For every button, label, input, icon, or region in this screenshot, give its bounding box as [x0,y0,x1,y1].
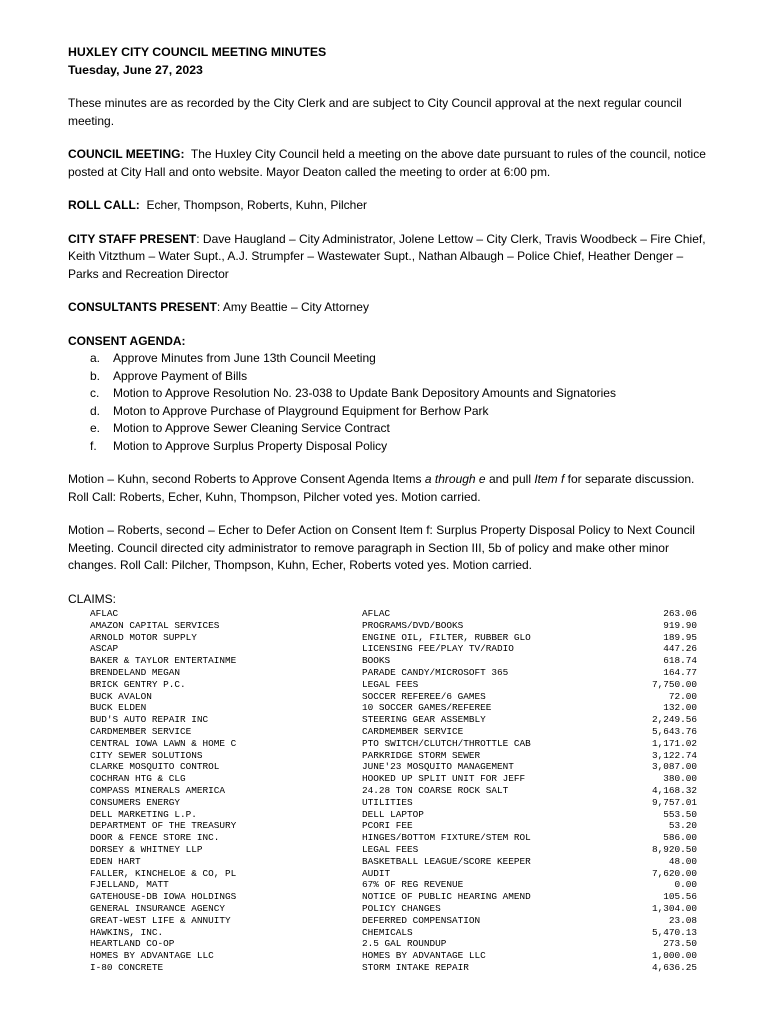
claim-description: LEGAL FEES [362,678,419,690]
claim-amount: 1,171.02 [651,737,697,749]
consent-agenda-list [68,350,708,455]
agenda-item [90,420,708,438]
claim-row [90,962,697,974]
claim-row [90,950,697,962]
claim-amount: 1,304.00 [651,902,697,914]
claim-amount: 7,750.00 [651,678,697,690]
claim-description: UTILITIES [362,796,413,808]
claim-vendor: BRENDELAND MEGAN [90,666,181,678]
claim-vendor: CENTRAL IOWA LAWN & HOME C [90,737,237,749]
agenda-item [90,403,708,421]
claim-amount: 9,757.01 [651,796,697,808]
claim-vendor: BUD'S AUTO REPAIR INC [90,714,209,726]
claim-row [90,856,697,868]
council-meeting-text: The Huxley City Council held a meeting on the above date pursuant to rules of the council, notice posted at City Hall and onto website. Mayor Deaton called the meeting to order at 6:00 pm. [68,147,706,179]
agenda-item-letter: d. [90,403,101,418]
claim-description: STORM INTAKE REPAIR [362,961,469,973]
claim-row [90,785,697,797]
claim-description: ENGINE OIL, FILTER, RUBBER GLO [362,631,531,643]
claim-description: HOOKED UP SPLIT UNIT FOR JEFF [362,773,526,785]
agenda-item-letter: a. [90,351,101,365]
motion-1-paragraph: Motion – Kuhn, second Roberts to Approve Consent Agenda Items a through e and pull Item f for separate discussion. Roll Call: Roberts, Echer, Kuhn, Thompson, Pilcher voted yes. Motion carried. [68,472,695,504]
claim-description: POLICY CHANGES [362,902,441,914]
claim-description: PTO SWITCH/CLUTCH/THROTTLE CAB [362,737,531,749]
council-meeting-label: COUNCIL MEETING: [68,147,185,161]
claim-description: BOOKS [362,655,391,667]
claim-amount: 3,122.74 [651,749,697,761]
claim-description: HOMES BY ADVANTAGE LLC [362,950,486,962]
staff-present-text: : Dave Haugland – City Administrator, Jolene Lettow – City Clerk, Travis Woodbeck – Fire Chief, Keith Vitzthum – Water Supt., A.J. Strumpfer – Wastewater Supt., Nathan Albaugh – Police Chief, Heather Denger – Parks and Recreation Director [68,231,706,281]
claim-amount: 618.74 [663,655,697,667]
claim-description: JUNE'23 MOSQUITO MANAGEMENT [362,761,514,773]
claim-row [90,702,697,714]
claim-row [90,832,697,844]
claim-description: 10 SOCCER GAMES/REFEREE [362,702,492,714]
claim-amount: 23.08 [668,914,697,926]
claim-row [90,809,697,821]
claim-description: DEFERRED COMPENSATION [362,914,481,926]
agenda-item [90,438,708,456]
agenda-item [90,350,708,368]
claim-amount: 7,620.00 [651,867,697,879]
claim-description: LICENSING FEE/PLAY TV/RADIO [362,643,514,655]
agenda-item-letter: b. [90,368,101,383]
claim-amount: 447.26 [663,643,697,655]
document-title: HUXLEY CITY COUNCIL MEETING MINUTES [68,45,327,59]
claim-amount: 132.00 [663,702,697,714]
consultants-text: : Amy Beattie – City Attorney [216,300,369,314]
claim-amount: 263.06 [663,608,697,619]
claim-vendor: BUCK AVALON [90,690,152,702]
claim-vendor: DEPARTMENT OF THE TREASURY [90,820,237,832]
claim-description: 67% OF REG REVENUE [362,879,464,891]
consent-agenda-heading: CONSENT AGENDA: [68,333,186,348]
claim-amount: 5,643.76 [651,725,697,737]
claim-row [90,667,697,679]
claim-amount: 53.20 [668,820,697,832]
claim-vendor: DOOR & FENCE STORE INC. [90,832,220,844]
claim-vendor: DELL MARKETING L.P. [90,808,197,820]
staff-present-paragraph [68,231,708,284]
roll-call-paragraph [68,197,708,215]
claim-amount: 189.95 [663,631,697,643]
claim-vendor: GENERAL INSURANCE AGENCY [90,902,226,914]
claim-vendor: GREAT-WEST LIFE & ANNUITY [90,914,231,926]
claim-vendor: FJELLAND, MATT [90,879,169,891]
claim-vendor: HOMES BY ADVANTAGE LLC [90,950,214,962]
motion-2-paragraph: Motion – Roberts, second – Echer to Defer Action on Consent Item f: Surplus Property Disposal Policy to Next Council Meeting. Council directed city administrator to remove paragraph in Section III, 5b of policy and make other minor changes. Roll Call: Pilcher, Thompson, Kuhn, Echer, Roberts voted yes. Motion carried. [68,523,695,572]
staff-present-label: CITY STAFF PRESENT [68,231,197,246]
consultants-label: CONSULTANTS PRESENT [68,300,217,314]
claim-row [90,915,697,927]
agenda-item-text: Approve Minutes from June 13th Council Meeting [113,351,376,365]
claim-description: AFLAC [362,608,391,619]
claim-description: AUDIT [362,867,391,879]
claim-vendor: AFLAC [90,608,119,619]
claims-table [90,608,697,974]
claim-row [90,879,697,891]
claim-vendor: CITY SEWER SOLUTIONS [90,749,203,761]
meeting-date: Tuesday, June 27, 2023 [68,62,203,77]
claim-vendor: BUCK ELDEN [90,702,147,714]
consultants-paragraph [68,299,708,317]
claim-description: CHEMICALS [362,926,413,938]
claim-row [90,608,697,620]
claim-row [90,750,697,762]
claim-amount: 586.00 [663,832,697,844]
claim-row [90,726,697,738]
agenda-item [90,368,708,386]
claim-vendor: ARNOLD MOTOR SUPPLY [90,631,197,643]
agenda-item-text: Approve Payment of Bills [113,368,248,383]
claim-row [90,679,697,691]
claim-description: NOTICE OF PUBLIC HEARING AMEND [362,891,531,903]
agenda-item-text: Moton to Approve Purchase of Playground Equipment for Berhow Park [113,403,489,418]
claim-description: 2.5 GAL ROUNDUP [362,938,447,950]
claim-vendor: ASCAP [90,643,119,655]
claim-amount: 72.00 [668,690,697,702]
claim-amount: 105.56 [663,891,697,903]
claim-description: SOCCER REFEREE/6 GAMES [362,690,486,702]
claim-amount: 4,168.32 [651,784,697,796]
claim-vendor: CONSUMERS ENERGY [90,796,181,808]
claim-vendor: HAWKINS, INC. [90,926,164,938]
claim-row [90,738,697,750]
claim-description: BASKETBALL LEAGUE/SCORE KEEPER [362,855,531,867]
claim-description: CARDMEMBER SERVICE [362,725,464,737]
roll-call-label: ROLL CALL: [68,198,140,212]
agenda-item-letter: e. [90,421,101,435]
claim-vendor: COCHRAN HTG & CLG [90,773,186,785]
claim-description: DELL LAPTOP [362,808,424,820]
claim-description: PARADE CANDY/MICROSOFT 365 [362,666,509,678]
claim-row [90,844,697,856]
minutes-document [68,44,708,974]
claim-row [90,903,697,915]
claim-row [90,714,697,726]
claim-vendor: GATEHOUSE-DB IOWA HOLDINGS [90,891,237,903]
claim-row [90,691,697,703]
claim-amount: 273.50 [663,938,697,950]
claim-row [90,891,697,903]
claim-row [90,620,697,632]
claim-amount: 5,470.13 [651,926,697,938]
claim-vendor: FALLER, KINCHELOE & CO, PL [90,867,237,879]
agenda-item-text: Motion to Approve Surplus Property Disposal Policy [113,438,388,453]
claim-vendor: I-80 CONCRETE [90,961,164,973]
claim-description: PARKRIDGE STORM SEWER [362,749,481,761]
claim-description: HINGES/BOTTOM FIXTURE/STEM ROL [362,832,531,844]
claim-row [90,927,697,939]
claim-amount: 0.00 [674,879,697,891]
claim-vendor: COMPASS MINERALS AMERICA [90,784,226,796]
claim-description: PCORI FEE [362,820,413,832]
claim-description: PROGRAMS/DVD/BOOKS [362,619,464,631]
council-meeting-paragraph [68,146,708,181]
agenda-item [90,385,708,403]
claim-amount: 380.00 [663,773,697,785]
agenda-item-letter: c. [90,386,100,400]
claim-amount: 4,636.25 [651,961,697,973]
claim-row [90,820,697,832]
claim-row [90,643,697,655]
claim-amount: 8,920.50 [651,843,697,855]
claim-row [90,938,697,950]
claim-vendor: HEARTLAND CO-OP [90,938,175,950]
claim-amount: 1,000.00 [651,950,697,962]
claims-label: CLAIMS: [68,591,117,606]
claim-description: 24.28 TON COARSE ROCK SALT [362,784,509,796]
claim-vendor: BAKER & TAYLOR ENTERTAINME [90,655,237,667]
claim-amount: 164.77 [663,666,697,678]
claim-amount: 919.90 [663,619,697,631]
claim-amount: 48.00 [668,855,697,867]
claim-row [90,797,697,809]
claim-amount: 2,249.56 [651,714,697,726]
claim-vendor: DORSEY & WHITNEY LLP [90,843,203,855]
claim-amount: 3,087.00 [651,761,697,773]
claim-vendor: CARDMEMBER SERVICE [90,725,192,737]
claim-vendor: CLARKE MOSQUITO CONTROL [90,761,220,773]
agenda-item-letter: f. [90,438,97,453]
claim-description: STEERING GEAR ASSEMBLY [362,714,486,726]
claim-row [90,773,697,785]
claim-row [90,632,697,644]
roll-call-text: Echer, Thompson, Roberts, Kuhn, Pilcher [146,198,367,212]
claim-vendor: AMAZON CAPITAL SERVICES [90,619,220,631]
claim-description: LEGAL FEES [362,843,419,855]
claim-row [90,761,697,773]
claim-amount: 553.50 [663,808,697,820]
agenda-item-text: Motion to Approve Resolution No. 23-038 to Update Bank Depository Amounts and Signatories [113,386,616,400]
claim-row [90,655,697,667]
claim-vendor: EDEN HART [90,855,141,867]
claim-vendor: BRICK GENTRY P.C. [90,678,186,690]
claim-row [90,868,697,880]
agenda-item-text: Motion to Approve Sewer Cleaning Service Contract [113,421,390,435]
intro-paragraph: These minutes are as recorded by the City Clerk and are subject to City Council approval at the next regular council meeting. [68,96,682,128]
